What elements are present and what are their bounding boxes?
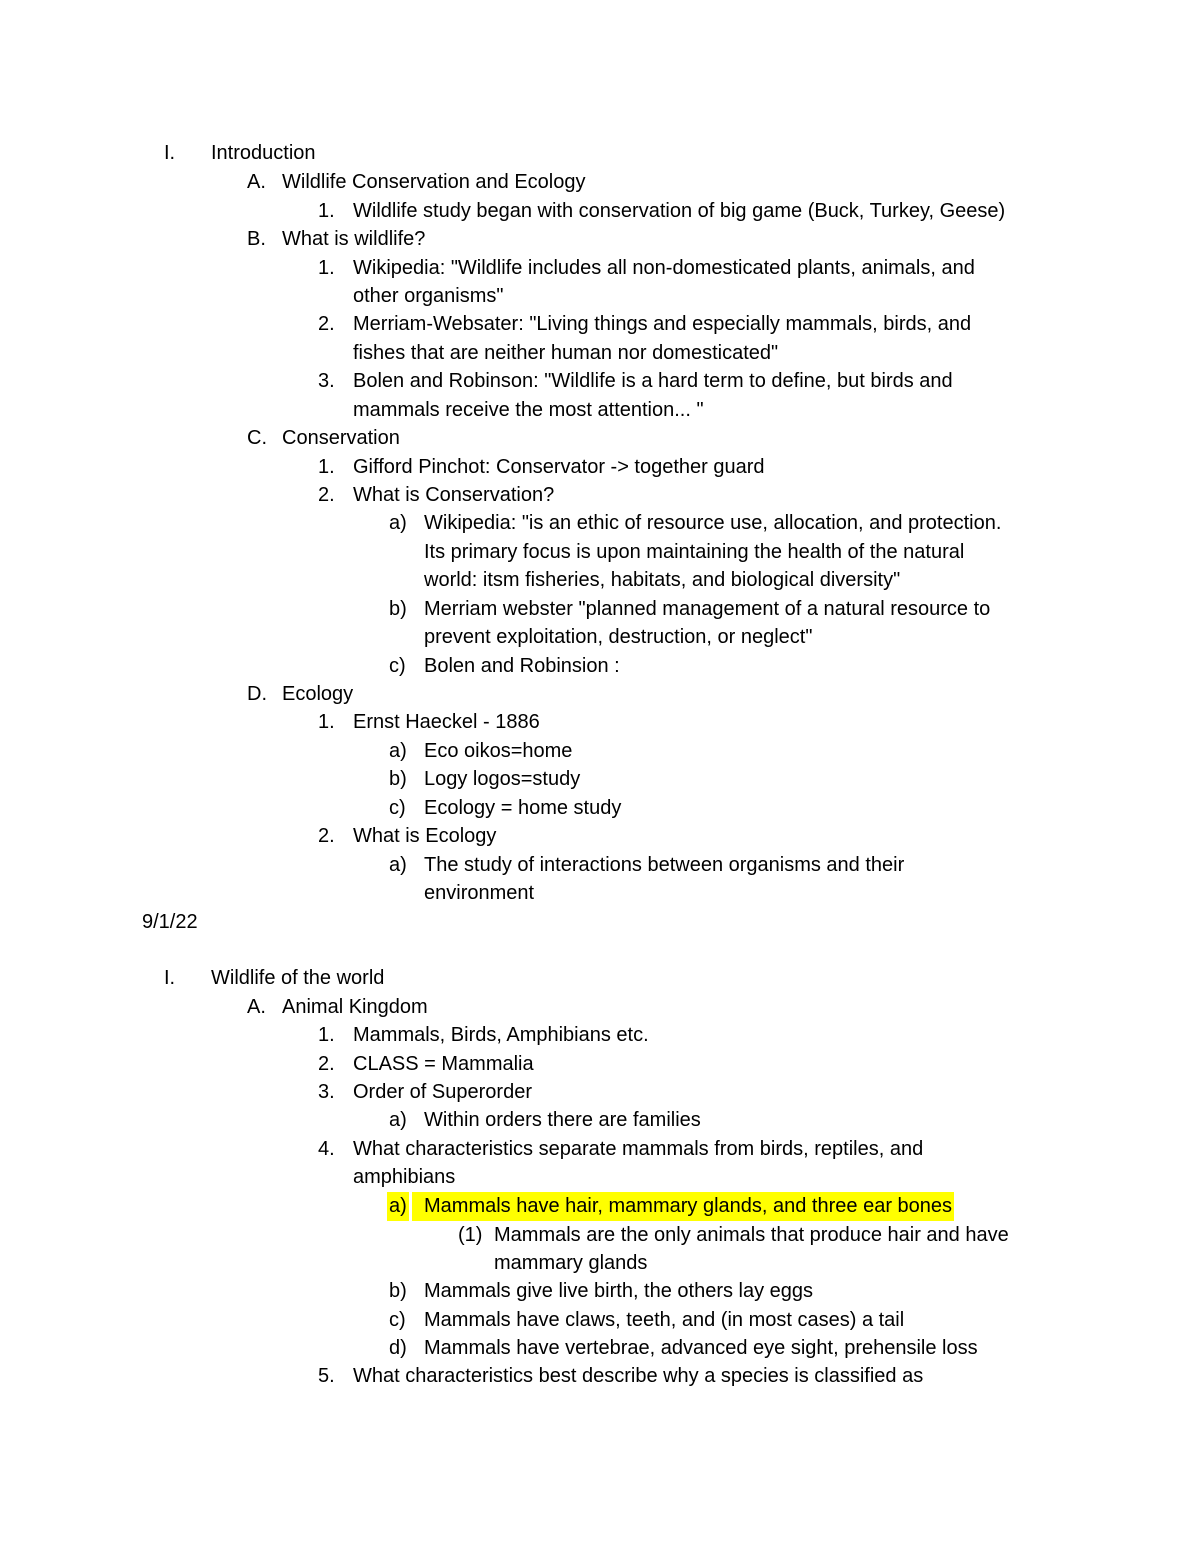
roman-marker: I. bbox=[164, 967, 176, 989]
number-marker: 1. bbox=[318, 200, 335, 222]
sub-marker: a) bbox=[389, 1109, 407, 1131]
item-text: Logy logos=study bbox=[424, 768, 581, 790]
item-text: What characteristics separate mammals from birds, reptiles, and bbox=[353, 1138, 924, 1160]
number-marker: 4. bbox=[318, 1138, 335, 1160]
sub-marker: c) bbox=[389, 797, 406, 819]
sub-marker: d) bbox=[389, 1337, 407, 1359]
number-marker: 1. bbox=[318, 1024, 335, 1046]
sub-marker: a) bbox=[389, 854, 407, 876]
item-text: CLASS = Mammalia bbox=[353, 1053, 534, 1075]
roman-marker: I. bbox=[164, 142, 176, 164]
sub-marker: (1) bbox=[458, 1224, 483, 1246]
letter-marker: C. bbox=[247, 427, 267, 449]
number-marker: 1. bbox=[318, 711, 335, 733]
number-marker: 2. bbox=[318, 825, 335, 847]
item-text: Mammals are the only animals that produce hair and have bbox=[494, 1224, 1009, 1246]
letter-marker: A. bbox=[247, 996, 266, 1018]
item-text: Merriam-Websater: "Living things and especially mammals, birds, and bbox=[353, 313, 972, 335]
sub-marker: c) bbox=[389, 655, 406, 677]
heading-text: Wildlife of the world bbox=[211, 967, 385, 989]
item-text: prevent exploitation, destruction, or neglect" bbox=[424, 626, 813, 648]
item-text: Within orders there are families bbox=[424, 1109, 701, 1131]
item-text: Its primary focus is upon maintaining the health of the natural bbox=[424, 541, 965, 563]
item-text: world: itsm fisheries, habitats, and biological diversity" bbox=[424, 569, 901, 591]
item-text: mammary glands bbox=[494, 1252, 648, 1274]
item-text: What characteristics best describe why a species is classified as bbox=[353, 1365, 924, 1387]
item-text: Eco oikos=home bbox=[424, 740, 573, 762]
item-text: Bolen and Robinsion : bbox=[424, 655, 620, 677]
item-text: Mammals have vertebrae, advanced eye sight, prehensile loss bbox=[424, 1337, 978, 1359]
number-marker: 5. bbox=[318, 1365, 335, 1387]
sub-marker: b) bbox=[389, 1280, 407, 1302]
item-text: Ernst Haeckel - 1886 bbox=[353, 711, 540, 733]
item-text: Ecology bbox=[282, 683, 354, 705]
item-text: What is Ecology bbox=[353, 825, 497, 847]
sub-marker: a) bbox=[389, 512, 407, 534]
item-text: Animal Kingdom bbox=[282, 996, 428, 1018]
item-text: mammals receive the most attention... " bbox=[353, 399, 704, 421]
item-text: Mammals give live birth, the others lay eggs bbox=[424, 1280, 814, 1302]
letter-marker: A. bbox=[247, 171, 266, 193]
item-text: Wildlife study began with conservation of big game (Buck, Turkey, Geese) bbox=[353, 200, 1006, 222]
item-text: What is wildlife? bbox=[282, 228, 426, 250]
item-text: What is Conservation? bbox=[353, 484, 555, 506]
item-text: Conservation bbox=[282, 427, 400, 449]
item-text: Mammals, Birds, Amphibians etc. bbox=[353, 1024, 649, 1046]
item-text: Ecology = home study bbox=[424, 797, 622, 819]
number-marker: 3. bbox=[318, 1081, 335, 1103]
item-text: Merriam webster "planned management of a natural resource to bbox=[424, 598, 991, 620]
item-text: amphibians bbox=[353, 1166, 456, 1188]
highlighted-text: Mammals have hair, mammary glands, and three ear bones bbox=[412, 1192, 954, 1221]
sub-marker: b) bbox=[389, 768, 407, 790]
item-text: The study of interactions between organisms and their bbox=[424, 854, 905, 876]
number-marker: 2. bbox=[318, 313, 335, 335]
heading-text: Introduction bbox=[211, 142, 316, 164]
item-text: Wildlife Conservation and Ecology bbox=[282, 171, 586, 193]
sub-marker: a) bbox=[389, 740, 407, 762]
item-text: Wikipedia: "is an ethic of resource use, allocation, and protection. bbox=[424, 512, 1002, 534]
sub-marker: a) bbox=[387, 1192, 409, 1221]
letter-marker: D. bbox=[247, 683, 267, 705]
sub-marker: c) bbox=[389, 1309, 406, 1331]
number-marker: 1. bbox=[318, 257, 335, 279]
item-text: other organisms" bbox=[353, 285, 504, 307]
item-text: Wikipedia: "Wildlife includes all non-domesticated plants, animals, and bbox=[353, 257, 975, 279]
item-text: Order of Superorder bbox=[353, 1081, 532, 1103]
item-text: Mammals have claws, teeth, and (in most cases) a tail bbox=[424, 1309, 905, 1331]
letter-marker: B. bbox=[247, 228, 266, 250]
number-marker: 2. bbox=[318, 484, 335, 506]
sub-marker: b) bbox=[389, 598, 407, 620]
item-text: environment bbox=[424, 882, 535, 904]
item-text: Gifford Pinchot: Conservator -> together guard bbox=[353, 456, 765, 478]
number-marker: 2. bbox=[318, 1053, 335, 1075]
number-marker: 1. bbox=[318, 456, 335, 478]
item-text: fishes that are neither human nor domesticated" bbox=[353, 342, 779, 364]
number-marker: 3. bbox=[318, 370, 335, 392]
date-text: 9/1/22 bbox=[142, 911, 198, 933]
item-text: Bolen and Robinson: "Wildlife is a hard term to define, but birds and bbox=[353, 370, 953, 392]
